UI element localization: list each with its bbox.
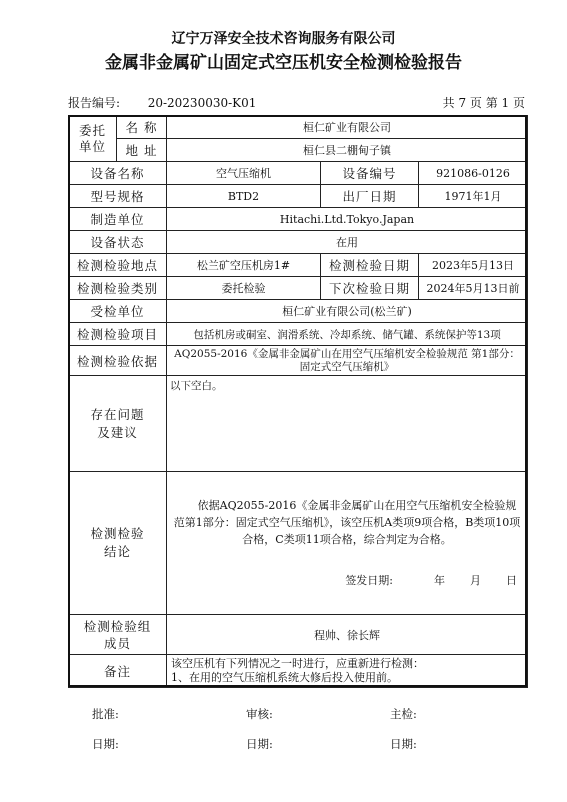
report-number-label: 报告编号: <box>68 96 121 110</box>
equipment-name: 空气压缩机 <box>167 162 321 185</box>
page-info: 共 7 页 第 1 页 <box>442 96 525 110</box>
remarks-line-2: 1、在用的空气压缩机系统大修后投入使用前。 <box>171 671 398 684</box>
approve-label: 批准: <box>92 707 119 721</box>
report-number <box>68 94 256 111</box>
model-label: 型号规格 <box>69 185 167 208</box>
inspector-label: 主检: <box>390 707 417 721</box>
next-test-date: 2024年5月13日前 <box>419 277 528 300</box>
conclusion-text: 依据AQ2055-2016《金属非金属矿山在用空气压缩机安全检验规范第1部分：固定式空气压缩机》，该空压机A类项9项合格，B类项10项合格，C类项11项合格，综合判定为合格。 <box>173 499 521 546</box>
remarks-label: 备注 <box>69 655 167 688</box>
sign-day: 日 <box>506 574 518 587</box>
equipment-number: 921086-0126 <box>419 162 528 185</box>
test-date-label: 检测检验日期 <box>321 254 419 277</box>
test-basis: AQ2055-2016《金属非金属矿山在用空气压缩机安全检验规范 第1部分：固定式空气压缩机》 <box>167 346 528 376</box>
next-test-date-label: 下次检验日期 <box>321 277 419 300</box>
conclusion-label: 检测检验 结论 <box>69 472 167 615</box>
test-date: 2023年5月13日 <box>419 254 528 277</box>
client-name: 桓仁矿业有限公司 <box>167 116 528 139</box>
report-number-value: 20-20230030-K01 <box>147 96 257 110</box>
manufacturer: Hitachi.Ltd.Tokyo.Japan <box>167 208 528 231</box>
company-name: 辽宁万泽安全技术咨询服务有限公司 <box>171 31 396 47</box>
conclusion-cell <box>167 472 528 615</box>
remarks <box>167 655 528 688</box>
test-basis-label: 检测检验依据 <box>69 346 167 376</box>
client-address-label: 地 址 <box>117 139 167 162</box>
sign-month: 月 <box>470 574 482 587</box>
members-label: 检测检验组 成员 <box>69 615 167 655</box>
test-items-label: 检测检验项目 <box>69 323 167 346</box>
inspector-date-label: 日期: <box>390 737 417 751</box>
client-address: 桓仁县二棚甸子镇 <box>167 139 528 162</box>
test-items: 包括机房或硐室、润滑系统、冷却系统、储气罐、系统保护等13项 <box>167 323 528 346</box>
equipment-status: 在用 <box>167 231 528 254</box>
test-category: 委托检验 <box>167 277 321 300</box>
review-label: 审核: <box>246 707 273 721</box>
client-label: 委托 单位 <box>69 116 117 162</box>
manufacture-date-label: 出厂日期 <box>321 185 419 208</box>
equipment-name-label: 设备名称 <box>69 162 167 185</box>
members: 程帅、徐长辉 <box>167 615 528 655</box>
model: BTD2 <box>167 185 321 208</box>
sign-year: 年 <box>434 574 446 587</box>
review-date-label: 日期: <box>246 737 273 751</box>
inspected-unit-label: 受检单位 <box>69 300 167 323</box>
issues-label: 存在问题 及建议 <box>69 376 167 472</box>
manufacturer-label: 制造单位 <box>69 208 167 231</box>
test-location: 松兰矿空压机房1# <box>167 254 321 277</box>
issues: 以下空白。 <box>167 376 528 472</box>
test-location-label: 检测检验地点 <box>69 254 167 277</box>
client-name-label: 名 称 <box>117 116 167 139</box>
equipment-number-label: 设备编号 <box>321 162 419 185</box>
report-title: 金属非金属矿山固定式空压机安全检测检验报告 <box>105 53 462 73</box>
report-form <box>68 115 528 688</box>
remarks-line-1: 该空压机有下列情况之一时进行，应重新进行检测： <box>171 657 424 670</box>
manufacture-date: 1971年1月 <box>419 185 528 208</box>
sign-date <box>173 572 521 589</box>
approve-date-label: 日期: <box>92 737 119 751</box>
test-category-label: 检测检验类别 <box>69 277 167 300</box>
inspected-unit: 桓仁矿业有限公司(松兰矿) <box>167 300 528 323</box>
equipment-status-label: 设备状态 <box>69 231 167 254</box>
sign-date-label: 签发日期: <box>345 574 394 587</box>
